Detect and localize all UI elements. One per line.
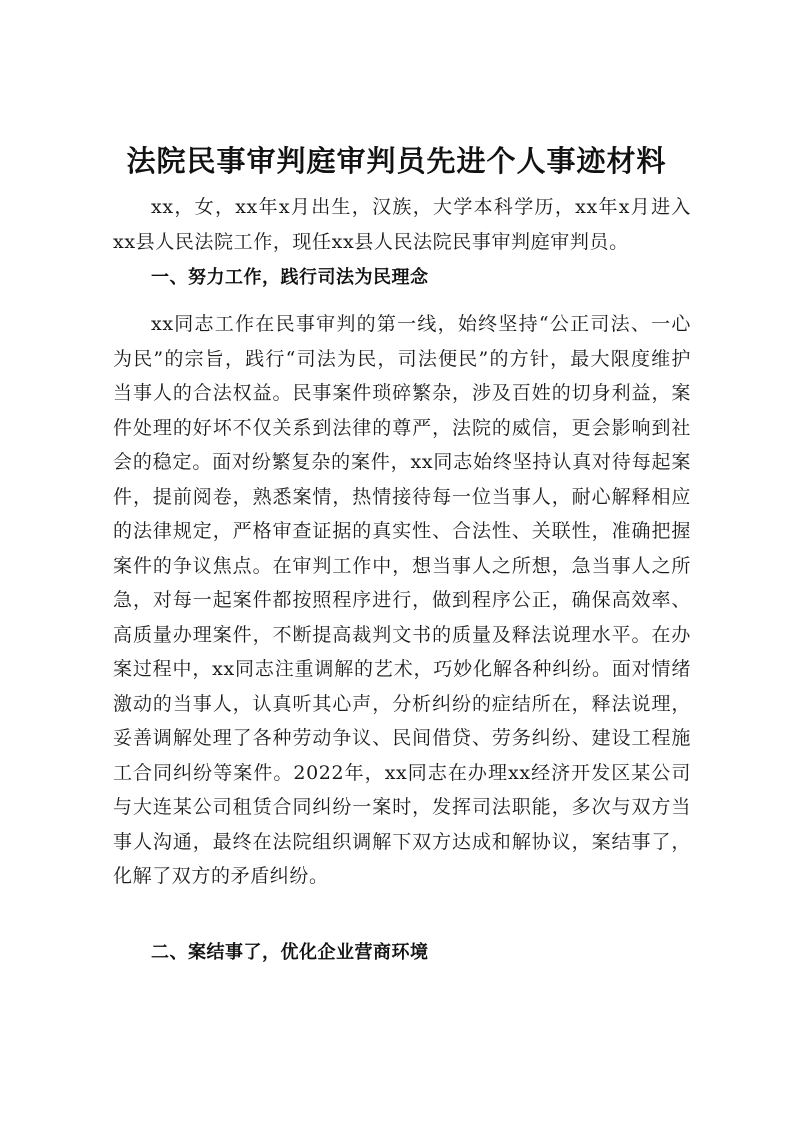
document-title: 法院民事审判庭审判员先进个人事迹材料 bbox=[126, 144, 667, 178]
section2-heading: 二、案结事了，优化企业营商环境 bbox=[151, 942, 429, 963]
section1-heading: 一、努力工作，践行司法为民理念 bbox=[151, 267, 429, 288]
section1-paragraph: xx同志工作在民事审判的第一线，始终坚持“公正司法、一心为民”的宗旨，践行“司法为民，司法便民”的方针，最大限度维护当事人的合法权益。民事案件琐碎繁杂，涉及百姓的切身利益，案件处理的好坏不仅关系到法律的尊严，法院的威信，更会影响到社会的稳定。面对纷繁复杂的案件，xx同志始终坚持认真对待每起案件，提前阅卷，熟悉案情，热情接待每一位当事人，耐心解释相应的法律规定，严格审查证据的真实性、合法性、关联性，准确把握案件的争议焦点。在审判工作中，想当事人之所想，急当事人之所急，对每一起案件都按照程序进行，做到程序公正，确保高效率、高质量办理案件，不断提高裁判文书的质量及释法说理水平。在办案过程中，xx同志注重调解的艺术，巧妙化解各种纠纷。面对情绪激动的当事人，认真听其心声，分析纠纷的症结所在，释法说理，妥善调解处理了各种劳动争议、民间借贷、劳务纠纷、建设工程施工合同纠纷等案件。2022年，xx同志在办理xx经济开发区某公司与大连某公司租赁合同纠纷一案时，发挥司法职能，多次与双方当事人沟通，最终在法院组织调解下双方达成和解协议，案结事了，化解了双方的矛盾纠纷。 bbox=[113, 313, 691, 887]
intro-paragraph: xx，女，xx年x月出生，汉族，大学本科学历，xx年x月进入xx县人民法院工作，现任xx县人民法院民事审判庭审判员。 bbox=[113, 196, 691, 253]
